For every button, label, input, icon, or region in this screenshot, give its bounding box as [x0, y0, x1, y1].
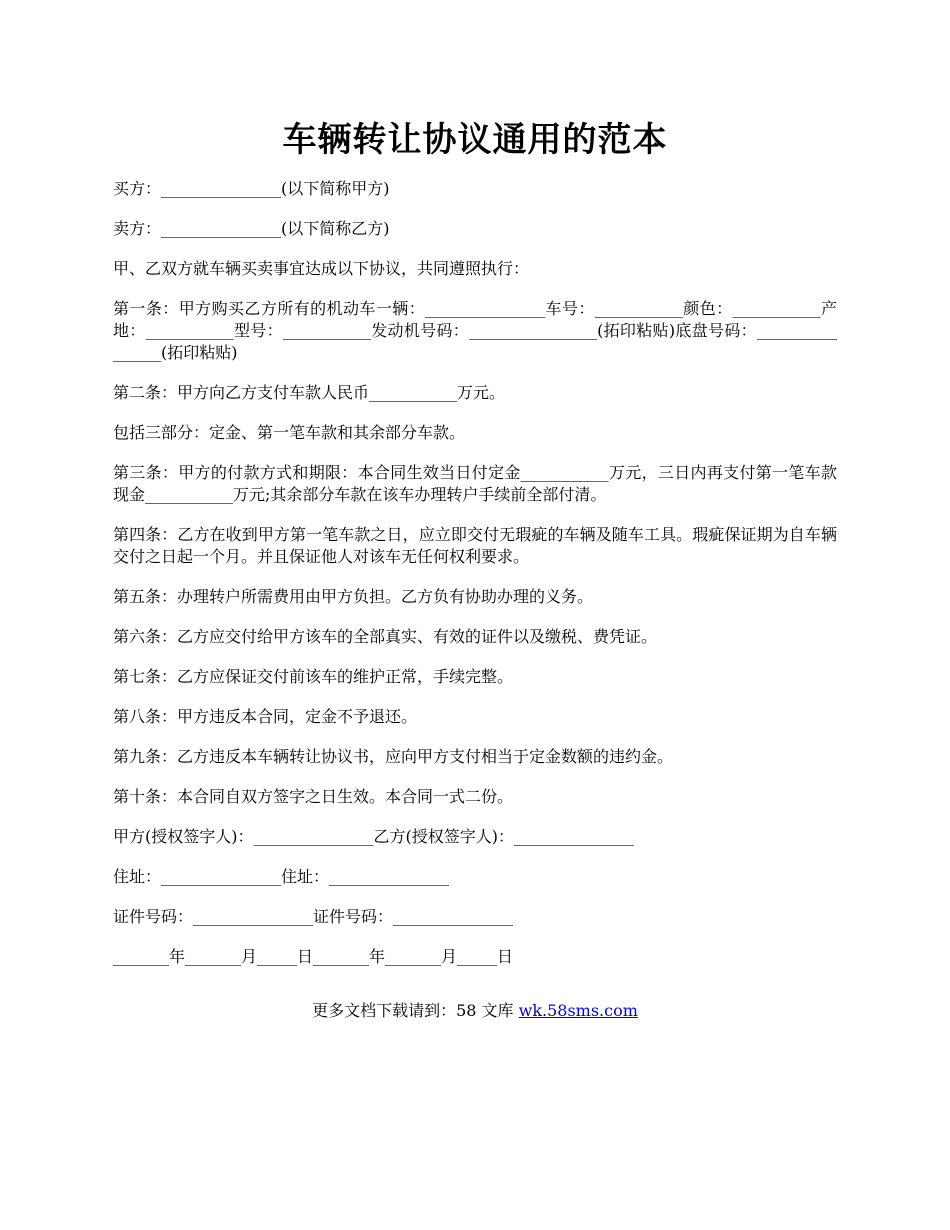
footer-text: 更多文档下载请到：58 文库 — [312, 1001, 519, 1020]
article-4: 第四条：乙方在收到甲方第一笔车款之日，应立即交付无瑕疵的车辆及随车工具。瑕疵保证期为自车辆交付之日起一个月。并且保证他人对该车无任何权利要求。 — [113, 525, 837, 566]
id-number-line: 证件号码：_______________证件号码：_______________ — [113, 907, 514, 926]
download-footer — [0, 1000, 950, 1022]
document-body — [113, 178, 837, 986]
date-line: _______年_______月_____日_______年_______月_____日 — [113, 947, 514, 966]
document-title: 车辆转让协议通用的范本 — [282, 120, 668, 160]
intro-paragraph: 甲、乙双方就车辆买卖事宜达成以下协议，共同遵照执行： — [113, 259, 530, 278]
signature-line: 甲方(授权签字人)：_______________乙方(授权签字人)：_______________ — [113, 827, 634, 846]
article-8: 第八条：甲方违反本合同，定金不予退还。 — [113, 707, 418, 726]
article-2-detail: 包括三部分：定金、第一笔车款和其余部分车款。 — [113, 423, 466, 442]
article-9: 第九条：乙方违反本车辆转让协议书，应向甲方支付相当于定金数额的违约金。 — [113, 747, 674, 766]
article-2: 第二条：甲方向乙方支付车款人民币___________万元。 — [113, 383, 506, 402]
seller-line: 卖方：_______________(以下简称乙方) — [113, 219, 390, 238]
article-7: 第七条：乙方应保证交付前该车的维护正常，手续完整。 — [113, 667, 514, 686]
buyer-line: 买方：_______________(以下简称甲方) — [113, 179, 390, 198]
footer-link[interactable]: wk.58sms.com — [518, 1001, 638, 1020]
article-10: 第十条：本合同自双方签字之日生效。本合同一式二份。 — [113, 787, 514, 806]
article-1: 第一条：甲方购买乙方所有的机动车一辆：_______________车号：___________颜色：___________产地：___________型号：___________发动机号码：________________(拓印粘贴)底盘号码：________________(拓印粘贴) — [113, 299, 837, 362]
address-line: 住址：_______________住址：_______________ — [113, 867, 450, 886]
article-6: 第六条：乙方应交付给甲方该车的全部真实、有效的证件以及缴税、费凭证。 — [113, 627, 658, 646]
article-3: 第三条：甲方的付款方式和期限：本合同生效当日付定金___________万元，三日内再支付第一笔车款现金___________万元;其余部分车款在该车办理转户手续前全部付清。 — [113, 463, 837, 504]
article-5: 第五条：办理转户所需费用由甲方负担。乙方负有协助办理的义务。 — [113, 587, 594, 606]
